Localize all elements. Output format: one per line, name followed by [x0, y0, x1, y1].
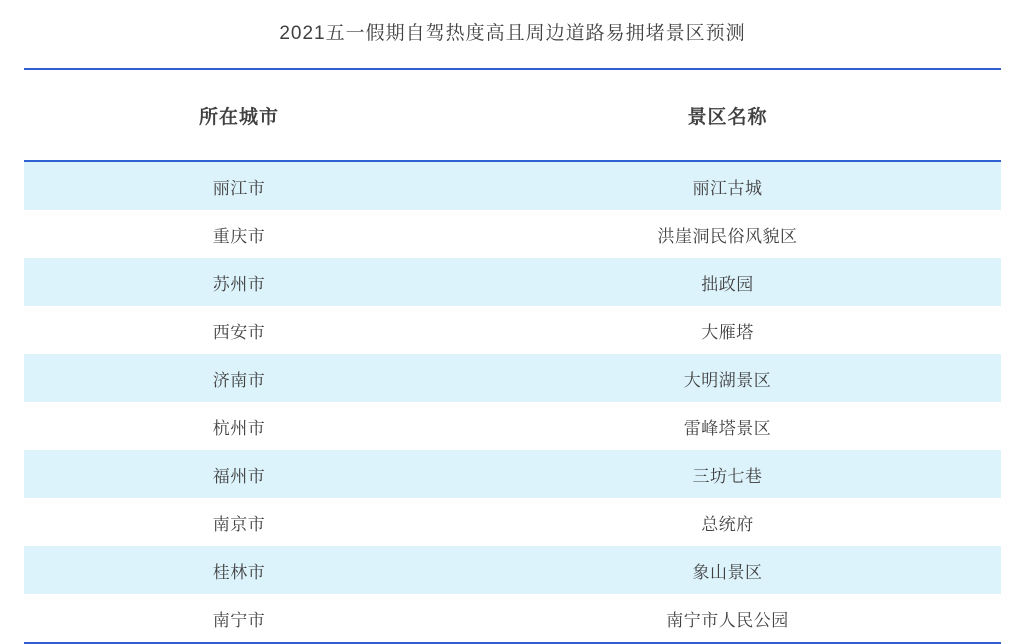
cell-city: 南宁市: [24, 594, 454, 643]
column-header-spot: 景区名称: [454, 69, 1001, 161]
table-container: [24, 48, 1001, 644]
table-row: [24, 354, 1001, 402]
table-row: [24, 498, 1001, 546]
cell-city: 桂林市: [24, 546, 454, 594]
table-header-row: [24, 69, 1001, 161]
table-row: [24, 306, 1001, 354]
cell-spot: 南宁市人民公园: [454, 594, 1001, 643]
cell-spot: 总统府: [454, 498, 1001, 546]
scenic-spot-table: [24, 68, 1001, 644]
cell-city: 南京市: [24, 498, 454, 546]
cell-spot: 雷峰塔景区: [454, 402, 1001, 450]
table-header: [24, 69, 1001, 161]
cell-city: 重庆市: [24, 210, 454, 258]
cell-spot: 三坊七巷: [454, 450, 1001, 498]
table-row: [24, 258, 1001, 306]
table-row: [24, 402, 1001, 450]
table-row: [24, 450, 1001, 498]
cell-city: 西安市: [24, 306, 454, 354]
cell-city: 福州市: [24, 450, 454, 498]
cell-spot: 大明湖景区: [454, 354, 1001, 402]
cell-spot: 丽江古城: [454, 161, 1001, 210]
cell-city: 丽江市: [24, 161, 454, 210]
cell-city: 杭州市: [24, 402, 454, 450]
cell-spot: 拙政园: [454, 258, 1001, 306]
cell-city: 济南市: [24, 354, 454, 402]
table-row: [24, 210, 1001, 258]
table-body: [24, 161, 1001, 643]
cell-spot: 大雁塔: [454, 306, 1001, 354]
table-row: [24, 161, 1001, 210]
table-row: [24, 594, 1001, 643]
cell-spot: 象山景区: [454, 546, 1001, 594]
page-title: 2021五一假期自驾热度高且周边道路易拥堵景区预测: [279, 23, 746, 44]
column-header-city: 所在城市: [24, 69, 454, 161]
cell-spot: 洪崖洞民俗风貌区: [454, 210, 1001, 258]
cell-city: 苏州市: [24, 258, 454, 306]
table-row: [24, 546, 1001, 594]
